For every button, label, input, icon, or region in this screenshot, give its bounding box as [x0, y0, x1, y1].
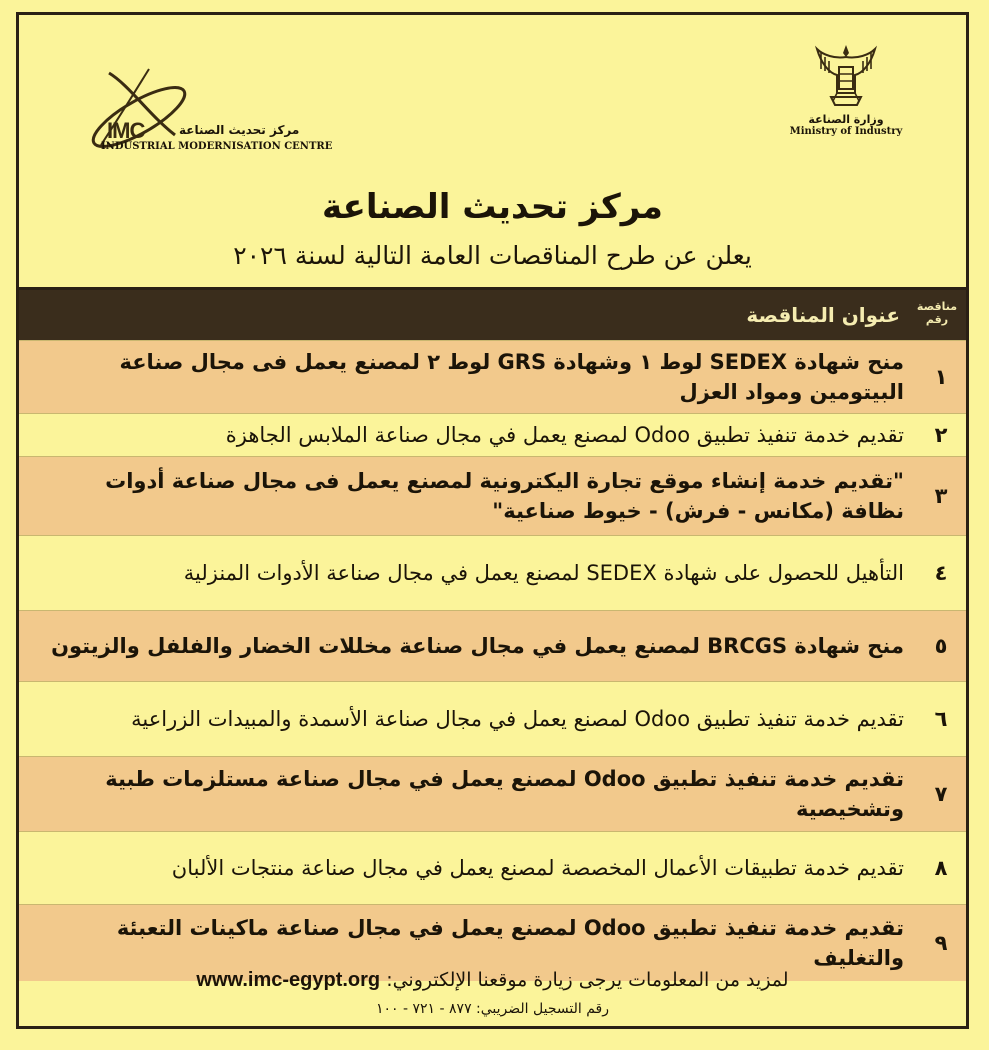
header [19, 15, 966, 287]
table-row [19, 340, 966, 413]
tender-number: ٢ [934, 423, 948, 447]
tender-title: "تقديم خدمة إنشاء موقع تجارة اليكترونية لمصنع يعمل فى مجال صناعة أدوات نظافة (مكانس - فرش) - خيوط صناعية" [105, 469, 904, 523]
tender-number: ٩ [934, 931, 948, 955]
advertisement-frame [16, 12, 969, 1029]
imc-logo [79, 65, 339, 165]
ministry-logo [786, 43, 906, 137]
tax-number: ٨٧٧ - ٧٢١ - ١٠٠ [376, 1001, 472, 1017]
ministry-name-en: Ministry of Industry [789, 126, 903, 137]
tender-title: منح شهادة SEDEX لوط ١ وشهادة GRS لوط ٢ لمصنع يعمل فى مجال صناعة البيتومين ومواد العزل [119, 350, 904, 404]
footer-tax [19, 1001, 966, 1017]
tender-number: ١ [934, 365, 948, 389]
tender-title: التأهيل للحصول على شهادة SEDEX لمصنع يعمل في مجال صناعة الأدوات المنزلية [183, 561, 904, 585]
table-row [19, 456, 966, 535]
tender-number: ٦ [934, 707, 948, 731]
imc-logo-text: IMC [107, 118, 145, 143]
tender-title: تقديم خدمة تنفيذ تطبيق Odoo لمصنع يعمل في مجال صناعة مستلزمات طبية وتشخيصية [105, 767, 904, 821]
tender-number: ٤ [934, 561, 948, 585]
header-tender-title: عنوان المناقصة [746, 303, 900, 327]
table-row [19, 535, 966, 610]
imc-name-en: INDUSTRIAL MODERNISATION CENTRE [101, 141, 333, 152]
tender-title: تقديم خدمة تنفيذ تطبيق Odoo لمصنع يعمل في مجال صناعة الملابس الجاهزة [225, 423, 904, 447]
tender-number: ٣ [934, 484, 948, 508]
table-row [19, 681, 966, 756]
tender-title: تقديم خدمة تنفيذ تطبيق Odoo لمصنع يعمل في مجال صناعة ماكينات التعبئة والتغليف [116, 916, 904, 970]
tender-number: ٥ [934, 634, 948, 658]
tender-title: منح شهادة BRCGS لمصنع يعمل في مجال صناعة مخللات الخضار والفلفل والزيتون [51, 634, 904, 658]
tender-title: تقديم خدمة تنفيذ تطبيق Odoo لمصنع يعمل في مجال صناعة الأسمدة والمبيدات الزراعية [131, 707, 904, 731]
footer-info-text: لمزيد من المعلومات يرجى زيارة موقعنا الإلكتروني: [386, 969, 789, 991]
header-tender-number: مناقصة رقم [916, 300, 958, 326]
table-header [19, 287, 966, 340]
tenders-table [19, 287, 966, 981]
tender-title: تقديم خدمة تطبيقات الأعمال المخصصة لمصنع يعمل في مجال صناعة منتجات الألبان [171, 856, 904, 880]
eagle-emblem-icon [815, 43, 877, 111]
website-link[interactable]: www.imc-egypt.org [196, 969, 381, 991]
imc-name-ar: مركز تحديث الصناعة [179, 123, 300, 137]
tender-number: ٨ [934, 856, 948, 880]
ministry-name-ar: وزارة الصناعة [808, 113, 884, 126]
tax-label: رقم التسجيل الضريبي: [476, 1001, 609, 1017]
table-row [19, 610, 966, 681]
table-row [19, 756, 966, 831]
table-row [19, 831, 966, 904]
table-row [19, 413, 966, 456]
tender-number: ٧ [934, 782, 948, 806]
page-title: مركز تحديث الصناعة [322, 187, 663, 227]
page-subtitle: يعلن عن طرح المناقصات العامة التالية لسنة ٢٠٢٦ [233, 241, 752, 270]
footer-info [19, 969, 966, 992]
